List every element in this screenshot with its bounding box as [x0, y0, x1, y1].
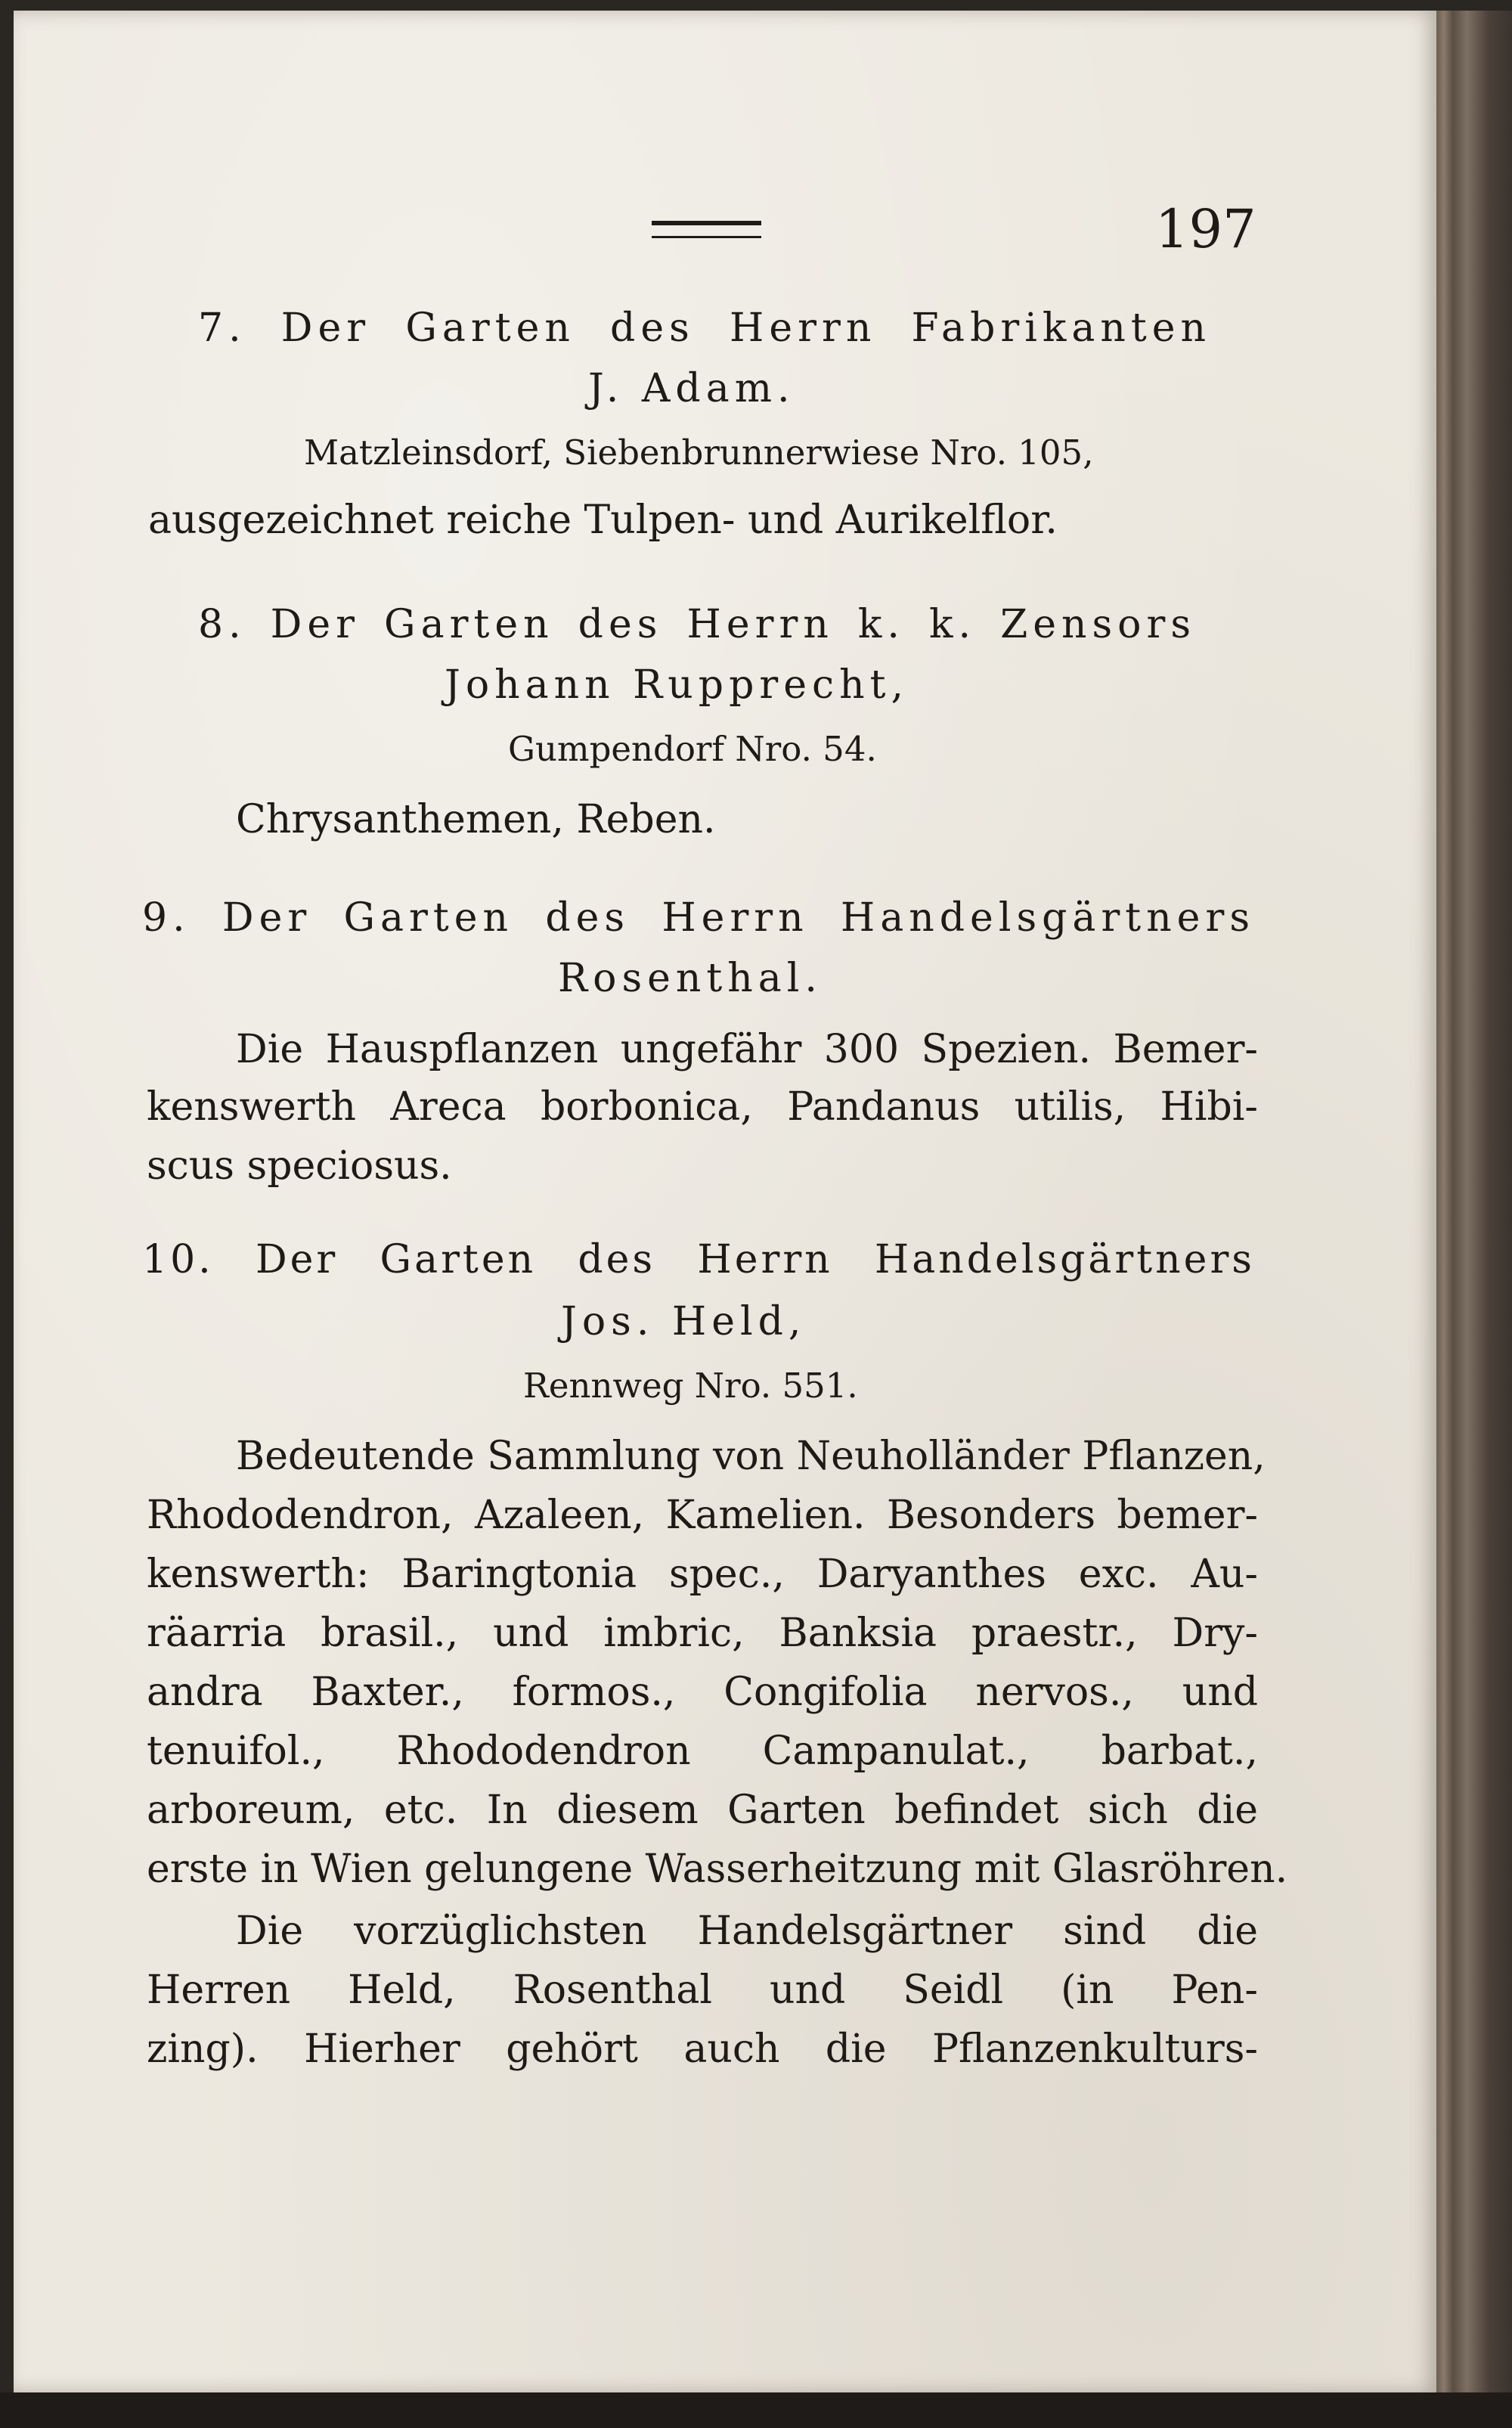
entry-10-title: 10. Der Garten des Herrn Handelsgärtners [142, 1237, 1255, 1282]
entry-8-name: Johann Rupprecht, [445, 662, 909, 708]
entry-10-address: Rennweg Nro. 551. [523, 1366, 858, 1406]
entry-9-title: 9. Der Garten des Herrn Handelsgärtners [142, 895, 1255, 941]
page-number: 197 [1155, 198, 1256, 260]
entry-10-body-line: andra Baxter., formos., Congifolia nervos., und [147, 1670, 1258, 1715]
entry-7-title: 7. Der Garten des Herrn Fabrikanten [198, 305, 1211, 351]
closing-line: Die vorzüglichsten Handelsgärtner sind die [236, 1909, 1258, 1954]
entry-7-address: Matzleinsdorf, Siebenbrunnerwiese Nro. 105, [304, 433, 1094, 473]
entry-9-body-line: kenswerth Areca borbonica, Pandanus utilis, Hibi- [147, 1084, 1258, 1130]
entry-8-address: Gumpendorf Nro. 54. [508, 729, 877, 769]
entry-7-name: J. Adam. [588, 366, 795, 411]
entry-10-name: Jos. Held, [561, 1299, 807, 1344]
entry-10-body-line: kenswerth: Baringtonia spec., Daryanthes exc. Au- [147, 1552, 1258, 1597]
entry-10-body-line: arboreum, etc. In diesem Garten befindet sich die [147, 1788, 1258, 1833]
entry-10-body-line: tenuifol., Rhododendron Campanulat., barbat., [147, 1729, 1258, 1774]
closing-line: zing). Hierher gehört auch die Pflanzenkulturs- [147, 2026, 1258, 2072]
bottom-shadow [0, 2392, 1512, 2428]
closing-line: Herren Held, Rosenthal und Seidl (in Pen- [147, 1968, 1258, 2013]
entry-9-name: Rosenthal. [558, 956, 823, 1001]
entry-8-title: 8. Der Garten des Herrn k. k. Zensors [198, 602, 1196, 647]
page-edge [1436, 11, 1512, 2392]
entry-8-body: Chrysanthemen, Reben. [236, 797, 716, 842]
entry-10-body-line: Bedeutende Sammlung von Neuholländer Pflanzen, [236, 1434, 1266, 1479]
entry-10-body-line: Rhododendron, Azaleen, Kamelien. Besonders bemer- [147, 1493, 1258, 1538]
entry-9-body-line: Die Hauspflanzen ungefähr 300 Spezien. Bemer- [236, 1027, 1258, 1072]
entry-10-body-line: erste in Wien gelungene Wasserheitzung mit Glasröhren. [147, 1847, 1288, 1892]
entry-9-body-line: scus speciosus. [147, 1143, 452, 1189]
header-rule [652, 221, 761, 238]
entry-7-body: ausgezeichnet reiche Tulpen- und Aurikelflor. [148, 498, 1058, 543]
entry-10-body-line: räarria brasil., und imbric, Banksia praestr., Dry- [147, 1611, 1258, 1656]
